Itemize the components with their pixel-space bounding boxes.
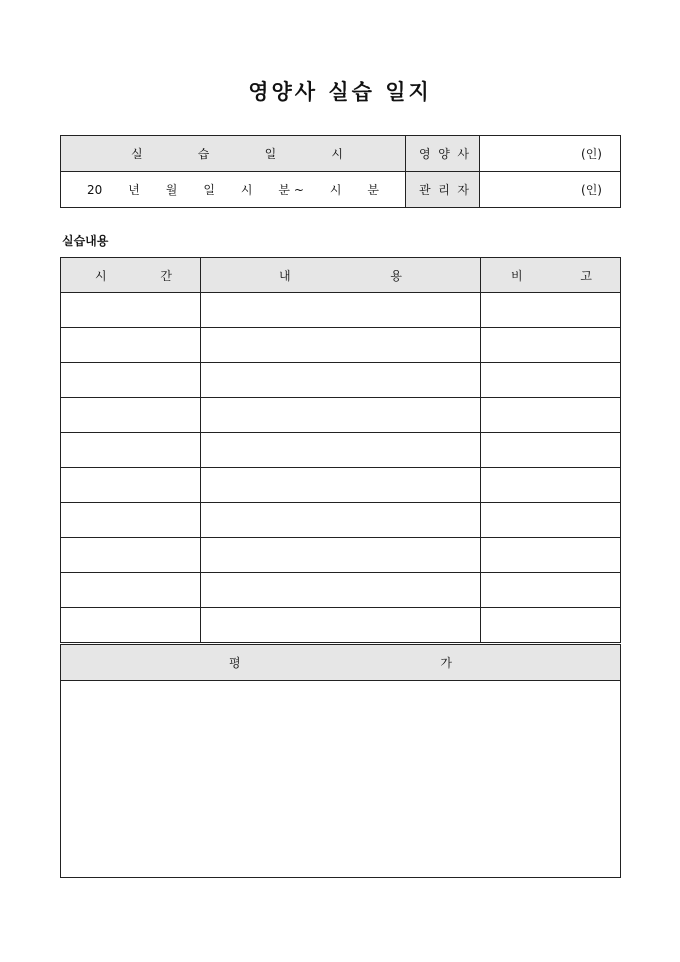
remarks-cell[interactable] bbox=[481, 398, 621, 433]
content-cell[interactable] bbox=[201, 608, 481, 643]
time-cell[interactable] bbox=[61, 328, 201, 363]
table-row bbox=[61, 328, 621, 363]
table-row bbox=[61, 573, 621, 608]
practice-datetime-row[interactable]: 20 년 월 일 시 분 ~ 시 분 bbox=[61, 172, 406, 208]
table-row bbox=[61, 398, 621, 433]
content-header: 내 용 bbox=[201, 258, 481, 293]
table-row bbox=[61, 363, 621, 398]
content-cell[interactable] bbox=[201, 538, 481, 573]
remarks-cell[interactable] bbox=[481, 538, 621, 573]
remarks-cell[interactable] bbox=[481, 573, 621, 608]
remarks-cell[interactable] bbox=[481, 468, 621, 503]
content-cell[interactable] bbox=[201, 433, 481, 468]
practice-log-table bbox=[60, 257, 621, 643]
time-cell[interactable] bbox=[61, 573, 201, 608]
remarks-cell[interactable] bbox=[481, 608, 621, 643]
evaluation-header: 평 가 bbox=[61, 645, 621, 681]
table-row bbox=[61, 433, 621, 468]
remarks-header: 비 고 bbox=[481, 258, 621, 293]
table-row bbox=[61, 503, 621, 538]
practice-info-table bbox=[60, 135, 621, 208]
time-cell[interactable] bbox=[61, 398, 201, 433]
remarks-cell[interactable] bbox=[481, 503, 621, 538]
time-cell[interactable] bbox=[61, 503, 201, 538]
table-row bbox=[61, 608, 621, 643]
time-header: 시 간 bbox=[61, 258, 201, 293]
remarks-cell[interactable] bbox=[481, 433, 621, 468]
content-cell[interactable] bbox=[201, 398, 481, 433]
remarks-cell[interactable] bbox=[481, 328, 621, 363]
time-cell[interactable] bbox=[61, 433, 201, 468]
section-label: 실습내용 bbox=[62, 234, 109, 248]
content-cell[interactable] bbox=[201, 293, 481, 328]
time-cell[interactable] bbox=[61, 468, 201, 503]
table-row bbox=[61, 293, 621, 328]
dietitian-seal[interactable]: (인) bbox=[480, 136, 621, 172]
table-row bbox=[61, 538, 621, 573]
evaluation-table bbox=[60, 644, 621, 878]
time-cell[interactable] bbox=[61, 608, 201, 643]
time-cell[interactable] bbox=[61, 538, 201, 573]
manager-label: 관 리 자 bbox=[406, 172, 480, 208]
time-cell[interactable] bbox=[61, 363, 201, 398]
content-cell[interactable] bbox=[201, 363, 481, 398]
document-title: 영양사 실습 일지 bbox=[248, 79, 432, 104]
table-row bbox=[61, 468, 621, 503]
dietitian-label: 영 양 사 bbox=[406, 136, 480, 172]
content-cell[interactable] bbox=[201, 328, 481, 363]
remarks-cell[interactable] bbox=[481, 363, 621, 398]
content-cell[interactable] bbox=[201, 573, 481, 608]
practice-datetime-header: 실 습 일 시 bbox=[61, 136, 406, 172]
evaluation-field[interactable] bbox=[61, 681, 621, 878]
time-cell[interactable] bbox=[61, 293, 201, 328]
remarks-cell[interactable] bbox=[481, 293, 621, 328]
content-cell[interactable] bbox=[201, 503, 481, 538]
manager-seal[interactable]: (인) bbox=[480, 172, 621, 208]
content-cell[interactable] bbox=[201, 468, 481, 503]
